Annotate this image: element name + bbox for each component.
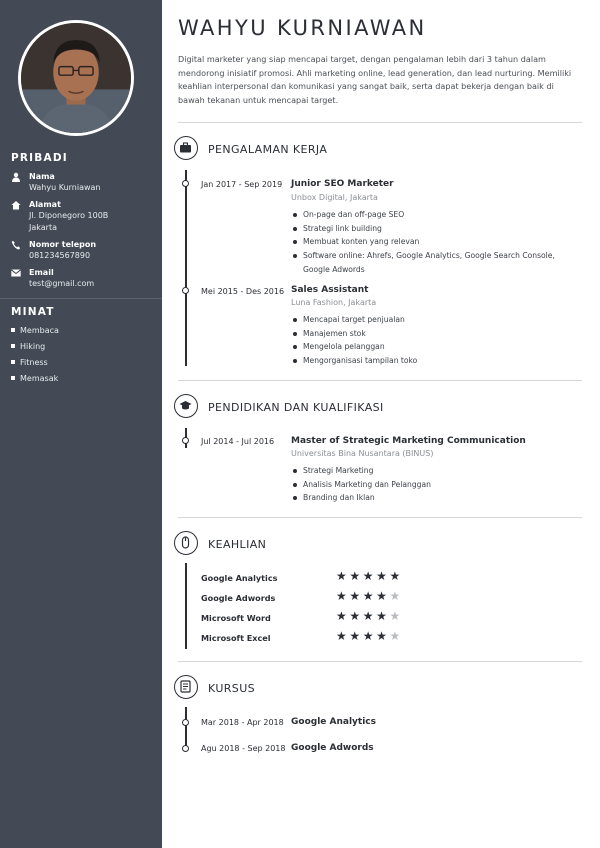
- skill-rating: [336, 629, 403, 643]
- interests-heading: MINAT: [11, 306, 55, 318]
- experience-bullets: [291, 208, 583, 277]
- course-date: Mar 2018 - Apr 2018: [201, 718, 284, 727]
- list-item: On-page dan off-page SEO: [291, 208, 583, 222]
- skill-rating: [336, 589, 403, 603]
- section-divider: [178, 517, 582, 518]
- star-icon: ★: [336, 629, 350, 643]
- list-item: Analisis Marketing dan Pelanggan: [291, 478, 583, 492]
- home-icon: [11, 200, 21, 210]
- list-item: Mengelola pelanggan: [291, 340, 583, 354]
- star-icon: ★: [389, 589, 403, 603]
- sidebar: [0, 0, 162, 848]
- certificate-icon: [174, 675, 198, 699]
- timeline-dot: [182, 287, 189, 294]
- timeline-dot: [182, 719, 189, 726]
- personal-address-item: [11, 199, 159, 233]
- personal-address-label: Alamat: [29, 200, 61, 209]
- skills-timeline: [185, 563, 187, 649]
- phone-icon: [11, 240, 21, 250]
- star-icon: ★: [376, 609, 390, 623]
- star-icon: ★: [336, 589, 350, 603]
- experience-company: Luna Fashion, Jakarta: [291, 298, 377, 307]
- personal-name-value: Wahyu Kurniawan: [29, 183, 101, 192]
- personal-name-label: Nama: [29, 172, 55, 181]
- timeline-dot: [182, 437, 189, 444]
- interest-item: Fitness: [11, 358, 48, 367]
- personal-phone-label: Nomor telepon: [29, 240, 97, 249]
- personal-phone-item: [11, 239, 159, 262]
- experience-date: Mei 2015 - Des 2016: [201, 287, 285, 296]
- personal-name-item: [11, 171, 159, 194]
- briefcase-icon: [174, 136, 198, 160]
- section-divider: [178, 380, 582, 381]
- experience-role: Sales Assistant: [291, 285, 369, 295]
- person-icon: [11, 172, 21, 182]
- star-icon: ★: [389, 629, 403, 643]
- interest-item: Memasak: [11, 374, 58, 383]
- personal-phone-value: 081234567890: [29, 251, 91, 260]
- sidebar-divider: [0, 298, 162, 299]
- profile-summary: Digital marketer yang siap mencapai target, dengan pengalaman lebih dari 3 tahun dalam mendorong inisiatif promosi. Ahli marketing online, lead generation, dan lead nurturing. Memiliki keahlian interpersonal dan komunikasi yang sangat baik, serta dapat bekerja dengan baik di bawah tekanan untuk mencapai target.: [178, 54, 572, 105]
- course-name: Google Analytics: [291, 717, 376, 727]
- experience-company: Unbox Digital, Jakarta: [291, 193, 378, 202]
- personal-address-value: Jl. Diponegoro 100B Jakarta: [29, 211, 109, 232]
- star-icon: ★: [362, 609, 377, 623]
- courses-title: KURSUS: [208, 682, 256, 695]
- candidate-name: WAHYU KURNIAWAN: [178, 16, 427, 40]
- profile-photo: [18, 20, 134, 136]
- personal-email-item: [11, 267, 159, 290]
- list-item: Strategi link building: [291, 222, 583, 236]
- skill-name: Microsoft Word: [201, 613, 271, 623]
- star-icon: ★: [389, 569, 403, 583]
- list-item: Branding dan Iklan: [291, 491, 583, 505]
- graduation-cap-icon: [174, 394, 198, 418]
- list-item: Strategi Marketing: [291, 464, 583, 478]
- section-divider: [178, 661, 582, 662]
- interest-item: Membaca: [11, 326, 59, 335]
- star-icon: ★: [349, 589, 363, 603]
- experience-date: Jan 2017 - Sep 2019: [201, 180, 283, 189]
- course-date: Agu 2018 - Sep 2018: [201, 744, 286, 753]
- star-icon: ★: [349, 609, 363, 623]
- skill-name: Microsoft Excel: [201, 633, 271, 643]
- education-title: PENDIDIKAN DAN KUALIFIKASI: [208, 401, 384, 414]
- personal-email-label: Email: [29, 268, 54, 277]
- star-icon: ★: [362, 569, 377, 583]
- list-item: Mencapai target penjualan: [291, 313, 583, 327]
- skill-name: Google Adwords: [201, 593, 276, 603]
- skill-rating: [336, 569, 403, 583]
- skill-rating: [336, 609, 403, 623]
- star-icon: ★: [389, 609, 403, 623]
- star-icon: ★: [362, 589, 377, 603]
- mouse-icon: [174, 531, 198, 555]
- list-item: Software online: Ahrefs, Google Analytics, Google Search Console, Google Adwords: [291, 249, 583, 276]
- envelope-icon: [11, 268, 21, 278]
- education-degree: Master of Strategic Marketing Communication: [291, 436, 526, 446]
- star-icon: ★: [349, 569, 363, 583]
- list-item: Mengorganisasi tampilan toko: [291, 354, 583, 368]
- skills-title: KEAHLIAN: [208, 538, 267, 551]
- star-icon: ★: [349, 629, 363, 643]
- star-icon: ★: [362, 629, 377, 643]
- skill-name: Google Analytics: [201, 573, 278, 583]
- timeline-dot: [182, 180, 189, 187]
- list-item: Membuat konten yang relevan: [291, 235, 583, 249]
- course-name: Google Adwords: [291, 743, 374, 753]
- experience-timeline: [185, 170, 187, 366]
- education-bullets: [291, 464, 583, 505]
- star-icon: ★: [376, 589, 390, 603]
- education-school: Universitas Bina Nusantara (BINUS): [291, 449, 434, 458]
- experience-title: PENGALAMAN KERJA: [208, 143, 328, 156]
- star-icon: ★: [336, 569, 350, 583]
- personal-email-value: test@gmail.com: [29, 279, 95, 288]
- experience-role: Junior SEO Marketer: [291, 179, 394, 189]
- personal-heading: PRIBADI: [11, 152, 68, 164]
- star-icon: ★: [376, 629, 390, 643]
- list-item: Manajemen stok: [291, 327, 583, 341]
- section-divider: [178, 122, 582, 123]
- timeline-dot: [182, 745, 189, 752]
- star-icon: ★: [336, 609, 350, 623]
- experience-bullets: [291, 313, 583, 368]
- interest-item: Hiking: [11, 342, 45, 351]
- star-icon: ★: [376, 569, 390, 583]
- education-date: Jul 2014 - Jul 2016: [201, 437, 275, 446]
